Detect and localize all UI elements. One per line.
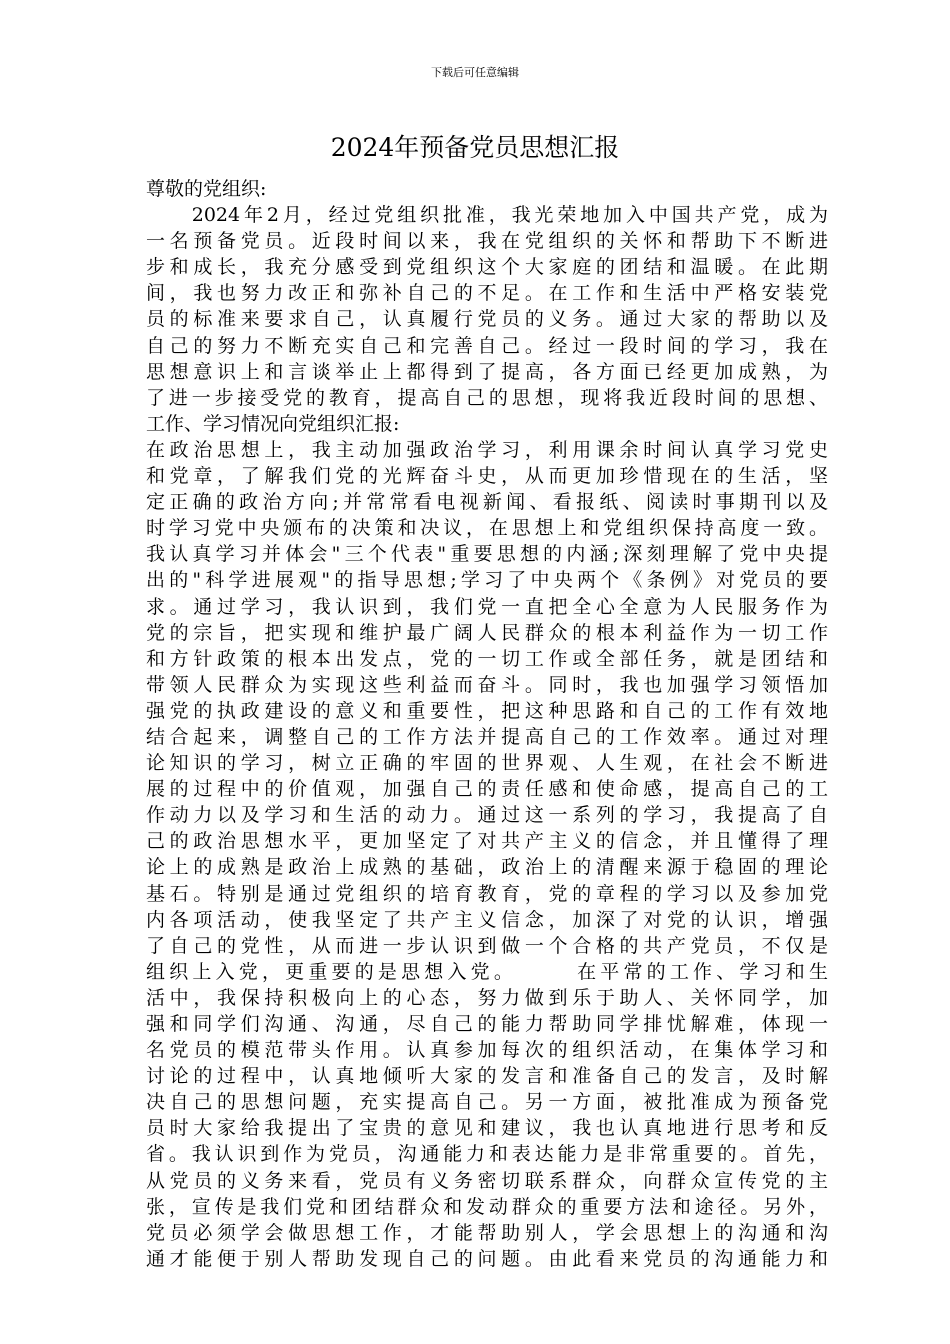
body-line: 定正确的政治方向;并常常看电视新闻、看报纸、阅读时事期刊以及 — [146, 491, 828, 514]
body-line: 步和成长，我充分感受到党组织这个大家庭的团结和温暖。在此期 — [146, 256, 828, 279]
body-line: 时学习党中央颁布的决策和决议，在思想上和党组织保持高度一致。 — [146, 517, 828, 540]
body-line: 通才能便于别人帮助发现自己的问题。由此看来党员的沟通能力和 — [146, 1247, 828, 1270]
body-line: 出的"科学进展观"的指导思想;学习了中央两个《条例》对党员的要 — [146, 569, 828, 592]
body-line: 2024年2月，经过党组织批准，我光荣地加入中国共产党，成为 — [146, 204, 828, 227]
body-line: 和党章，了解我们党的光辉奋斗史，从而更加珍惜现在的生活，坚 — [146, 465, 828, 488]
body-line: 内各项活动，使我坚定了共产主义信念，加深了对党的认识，增强 — [146, 908, 828, 931]
body-line: 组织上入党，更重要的是思想入党。 在平常的工作、学习和生 — [146, 960, 828, 983]
body-line: 员的标准来要求自己，认真履行党员的义务。通过大家的帮助以及 — [146, 308, 828, 331]
body-line: 决自己的思想问题，充实提高自己。另一方面，被批准成为预备党 — [146, 1091, 828, 1114]
body-line: 自己的努力不断充实自己和完善自己。经过一段时间的学习，我在 — [146, 334, 828, 357]
body-line: 工作、学习情况向党组织汇报: — [146, 412, 400, 435]
body-line: 强和同学们沟通、沟通，尽自己的能力帮助同学排忧解难，体现一 — [146, 1013, 828, 1035]
body-line: 从党员的义务来看，党员有义务密切联系群众，向群众宣传党的主 — [146, 1169, 828, 1192]
body-line: 结合起来，调整自己的工作方法并提高自己的工作效率。通过对理 — [146, 725, 828, 748]
body-line: 和方针政策的根本出发点，党的一切工作或全部任务，就是团结和 — [146, 647, 828, 670]
body-line: 讨论的过程中，认真地倾听大家的发言和准备自己的发言，及时解 — [146, 1065, 828, 1088]
body-line: 论知识的学习，树立正确的牢固的世界观、人生观，在社会不断进 — [146, 752, 828, 775]
body-line: 间，我也努力改正和弥补自己的不足。在工作和生活中严格安装党 — [146, 282, 828, 305]
body-line: 基石。特别是通过党组织的培育教育，党的章程的学习以及参加党 — [146, 882, 828, 905]
body-line: 党员必须学会做思想工作，才能帮助别人，学会思想上的沟通和沟 — [146, 1221, 828, 1244]
document-title: 2024年预备党员思想汇报 — [330, 133, 620, 162]
body-line: 论上的成熟是政治上成熟的基础，政治上的清醒来源于稳固的理论 — [146, 856, 828, 879]
body-line: 带领人民群众为实现这些利益而奋斗。同时，我也加强学习领悟加 — [146, 673, 828, 696]
body-line: 在政治思想上，我主动加强政治学习，利用课余时间认真学习党史 — [146, 438, 828, 461]
body-line: 了自己的党性，从而进一步认识到做一个合格的共产党员，不仅是 — [146, 934, 828, 957]
body-line: 强党的执政建设的意义和重要性，把这种思路和自己的工作有效地 — [146, 699, 828, 722]
document-body — [146, 176, 828, 1272]
body-line: 省。我认识到作为党员，沟通能力和表达能力是非常重要的。首先， — [146, 1143, 828, 1166]
page-header-note: 下载后可任意编辑 — [431, 66, 519, 79]
body-line: 我认真学习并体会"三个代表"重要思想的内涵;深刻理解了党中央提 — [146, 543, 828, 566]
body-line: 活中，我保持积极向上的心态，努力做到乐于助人、关怀同学，加 — [146, 986, 828, 1009]
body-line: 党的宗旨，把实现和维护最广阔人民群众的根本利益作为一切工作 — [146, 621, 828, 644]
body-line: 名党员的模范带头作用。认真参加每次的组织活动，在集体学习和 — [146, 1039, 828, 1062]
body-line: 员时大家给我提出了宝贵的意见和建议，我也认真地进行思考和反 — [146, 1117, 828, 1140]
body-line: 展的过程中的价值观，加强自己的责任感和使命感，提高自己的工 — [146, 778, 828, 801]
body-line: 张，宣传是我们党和团结群众和发动群众的重要方法和途径。另外， — [146, 1195, 828, 1218]
body-line: 己的政治思想水平，更加坚定了对共产主义的信念，并且懂得了理 — [146, 830, 828, 853]
body-line: 了进一步接受党的教育，提高自己的思想，现将我近段时间的思想、 — [146, 386, 828, 409]
salutation-line: 尊敬的党组织: — [146, 178, 267, 200]
body-line: 一名预备党员。近段时间以来，我在党组织的关怀和帮助下不断进 — [146, 230, 828, 253]
body-line: 求。通过学习，我认识到，我们党一直把全心全意为人民服务作为 — [146, 595, 828, 618]
body-line: 作动力以及学习和生活的动力。通过这一系列的学习，我提高了自 — [146, 804, 828, 827]
body-line: 思想意识上和言谈举止上都得到了提高，各方面已经更加成熟，为 — [146, 360, 828, 383]
